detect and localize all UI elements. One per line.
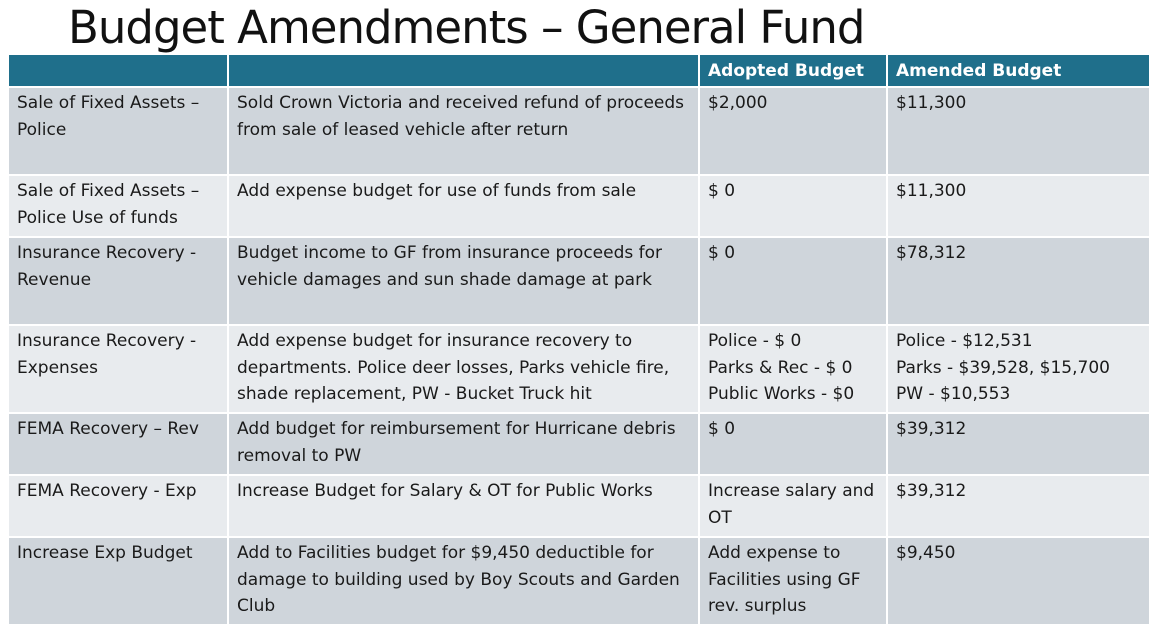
adopted-cell xyxy=(699,87,887,175)
amended-line: Police - $12,531 xyxy=(896,331,1033,351)
amended-cell xyxy=(887,537,1149,625)
adopted-line: $ 0 xyxy=(708,419,736,439)
item-cell: Sale of Fixed Assets – Police Use of funds xyxy=(9,175,228,237)
adopted-cell xyxy=(699,413,887,475)
adopted-line: $2,000 xyxy=(708,93,768,113)
amended-line: $39,312 xyxy=(896,481,967,501)
header-item xyxy=(9,55,228,87)
adopted-cell: Increase salary and OT xyxy=(699,475,887,537)
adopted-cell xyxy=(699,237,887,325)
description-cell: Add to Facilities budget for $9,450 deductible for damage to building used by Boy Scouts and Garden Club xyxy=(228,537,699,625)
amended-line: $11,300 xyxy=(896,181,967,201)
amended-line: $9,450 xyxy=(896,543,956,563)
description-cell: Sold Crown Victoria and received refund of proceeds from sale of leased vehicle after return xyxy=(228,87,699,175)
amended-line: $78,312 xyxy=(896,243,967,263)
adopted-cell: Add expense to Facilities using GF rev. surplus xyxy=(699,537,887,625)
description-cell: Add expense budget for insurance recovery to departments. Police deer losses, Parks vehicle fire, shade replacement, PW - Bucket Truck hit xyxy=(228,325,699,413)
adopted-line: $ 0 xyxy=(708,243,736,263)
amended-cell xyxy=(887,175,1149,237)
adopted-line: Public Works - $0 xyxy=(708,384,855,404)
item-cell: Insurance Recovery - Expenses xyxy=(9,325,228,413)
amended-line: $11,300 xyxy=(896,93,967,113)
item-cell: Sale of Fixed Assets – Police xyxy=(9,87,228,175)
item-cell: FEMA Recovery – Rev xyxy=(9,413,228,475)
table-row xyxy=(9,87,1149,175)
table-row xyxy=(9,325,1149,413)
table-row xyxy=(9,237,1149,325)
description-cell: Budget income to GF from insurance proceeds for vehicle damages and sun shade damage at park xyxy=(228,237,699,325)
table-row xyxy=(9,537,1149,625)
adopted-cell xyxy=(699,175,887,237)
adopted-line: Police - $ 0 xyxy=(708,331,802,351)
item-cell: FEMA Recovery - Exp xyxy=(9,475,228,537)
adopted-cell xyxy=(699,325,887,413)
header-amended-budget: Amended Budget xyxy=(887,55,1149,87)
adopted-line: Parks & Rec - $ 0 xyxy=(708,357,853,378)
adopted-line: $ 0 xyxy=(708,181,736,201)
table-header-row xyxy=(9,55,1149,87)
table-row xyxy=(9,413,1149,475)
description-cell: Increase Budget for Salary & OT for Public Works xyxy=(228,475,699,537)
budget-amendments-table xyxy=(9,55,1149,626)
description-cell: Add budget for reimbursement for Hurricane debris removal to PW xyxy=(228,413,699,475)
amended-cell xyxy=(887,87,1149,175)
table-row xyxy=(9,175,1149,237)
amended-cell xyxy=(887,237,1149,325)
item-cell: Insurance Recovery - Revenue xyxy=(9,237,228,325)
header-adopted-budget: Adopted Budget xyxy=(699,55,887,87)
page-title: Budget Amendments – General Fund xyxy=(68,1,865,54)
description-cell: Add expense budget for use of funds from sale xyxy=(228,175,699,237)
amended-cell xyxy=(887,325,1149,413)
amended-cell xyxy=(887,413,1149,475)
amended-cell xyxy=(887,475,1149,537)
item-cell: Increase Exp Budget xyxy=(9,537,228,625)
amended-line: Parks - $39,528, $15,700 xyxy=(896,357,1110,378)
table-row xyxy=(9,475,1149,537)
amended-line: PW - $10,553 xyxy=(896,384,1011,404)
header-description xyxy=(228,55,699,87)
amended-line: $39,312 xyxy=(896,419,967,439)
